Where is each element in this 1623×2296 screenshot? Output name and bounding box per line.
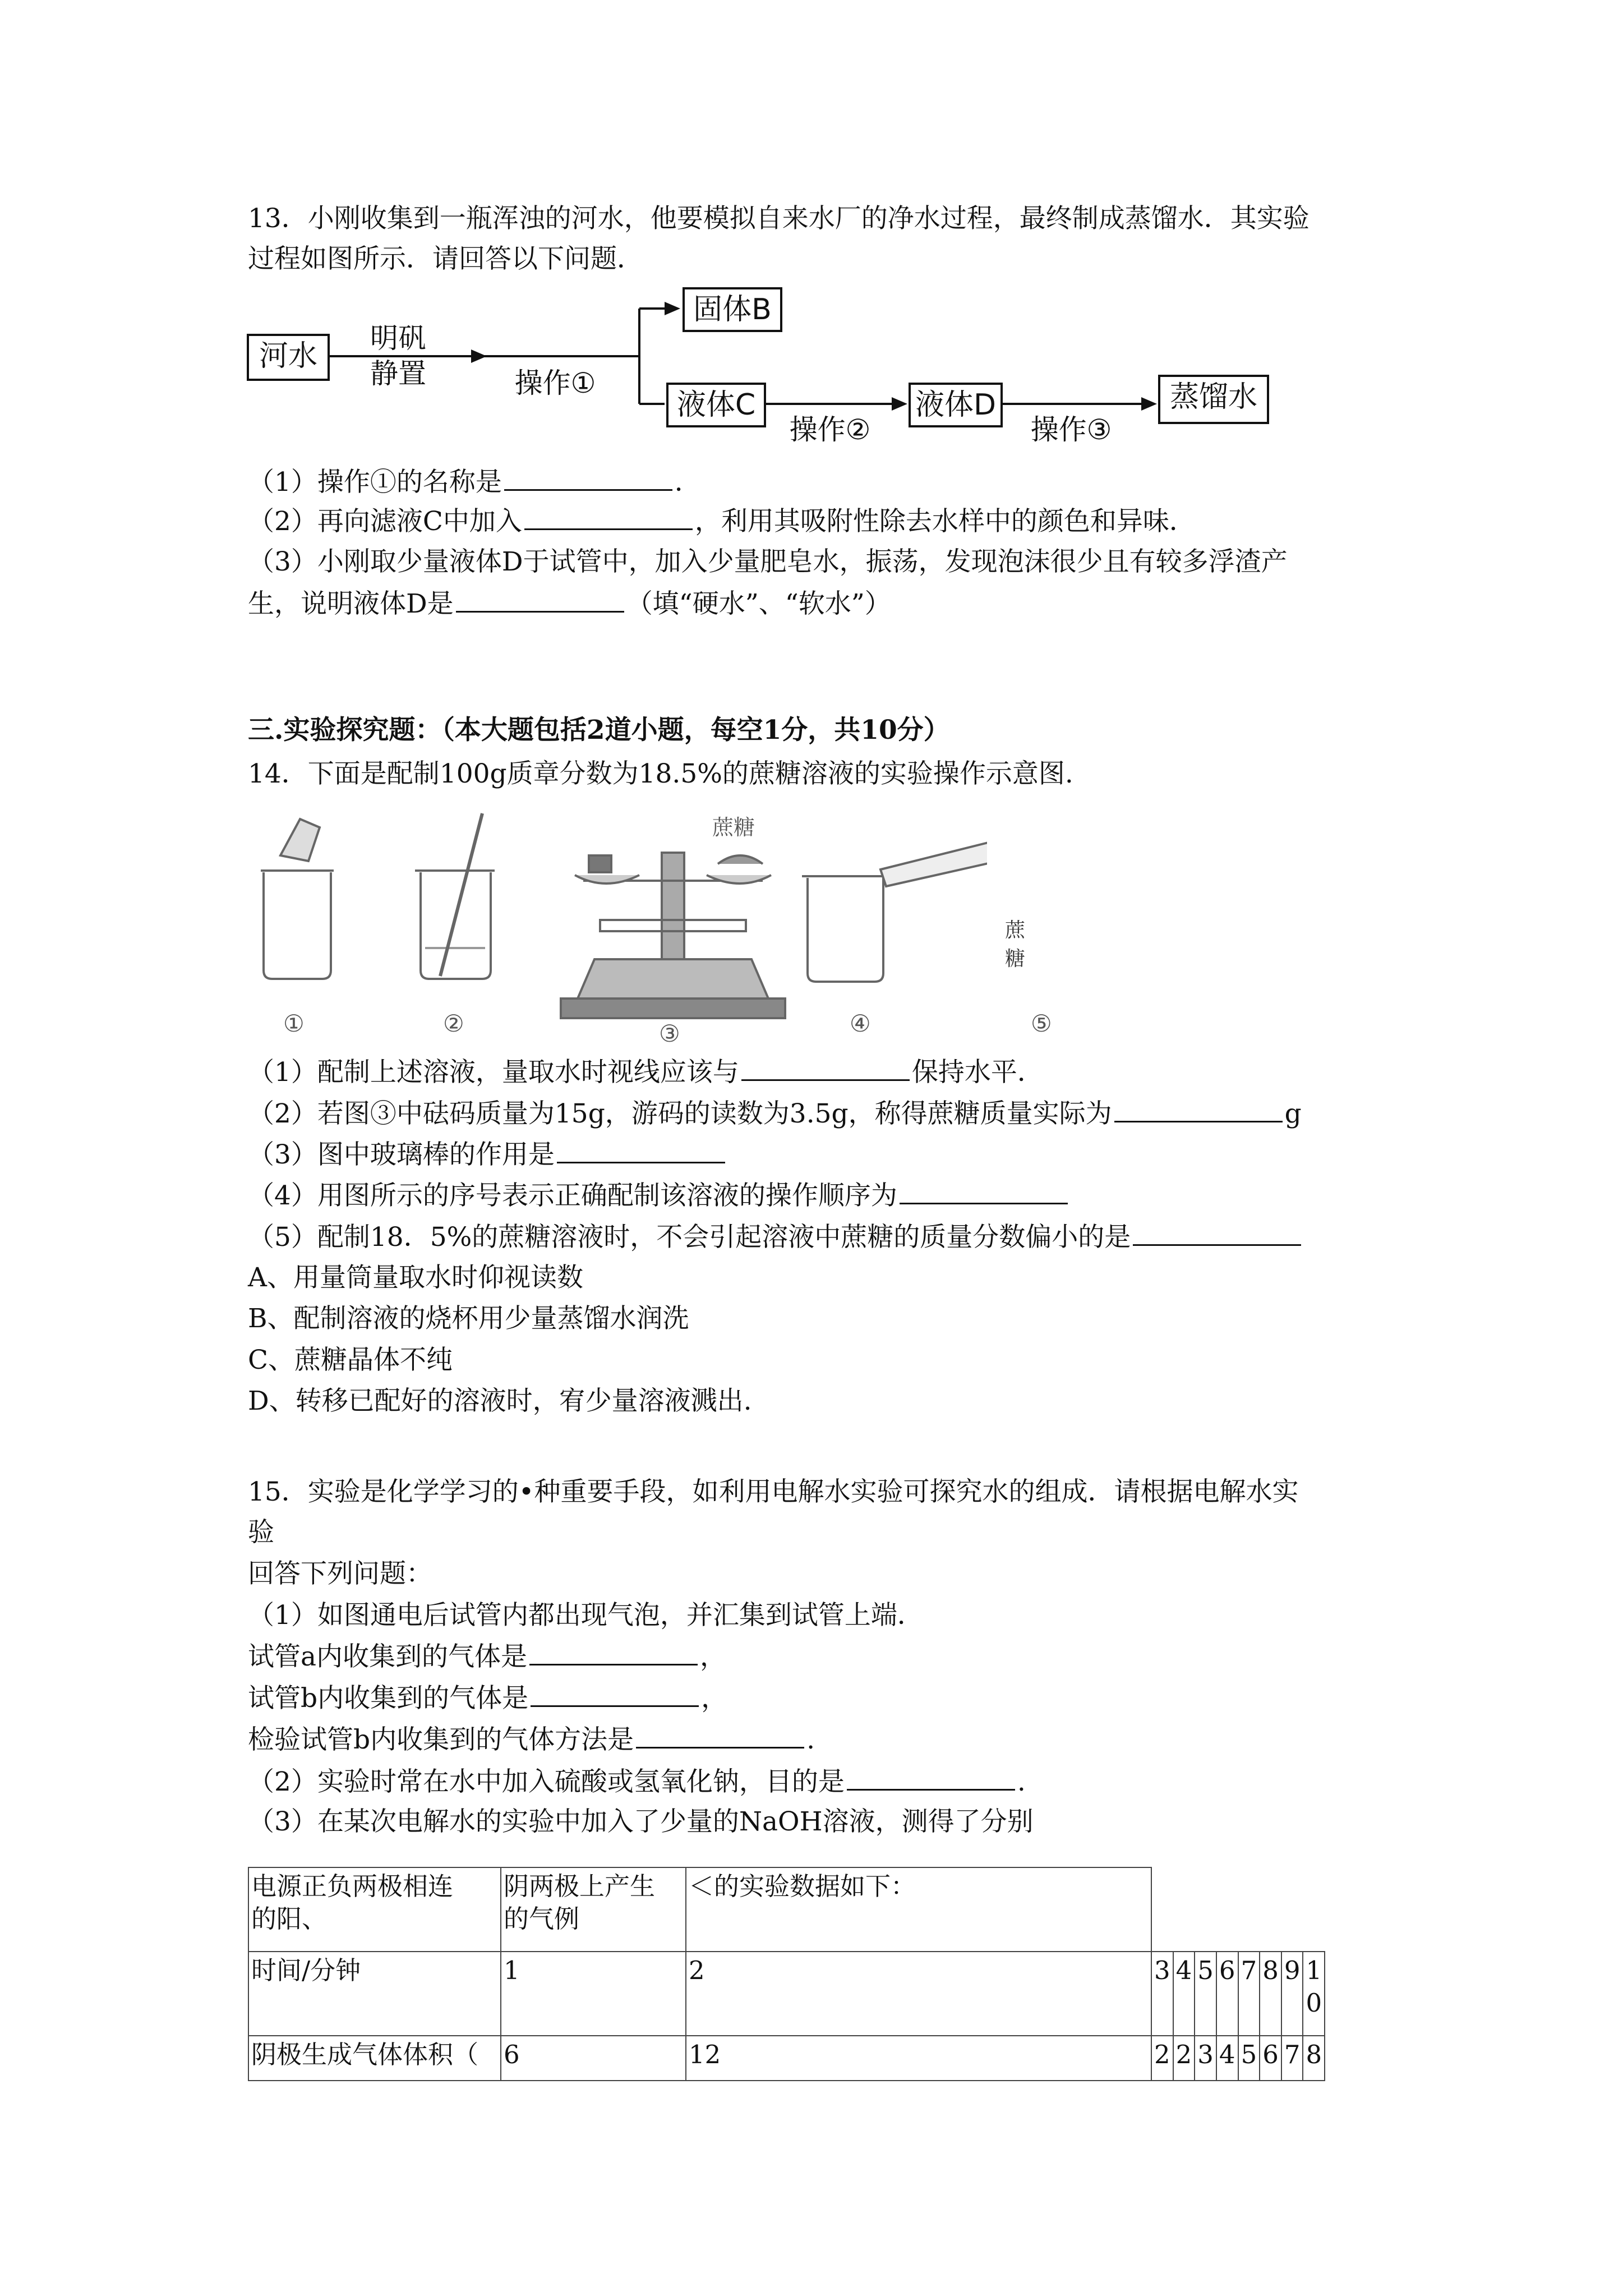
settle-label: 静置 <box>370 357 426 390</box>
table-cell: 4 <box>1216 2036 1238 2081</box>
q15-tube-b-end: ， <box>701 1683 728 1714</box>
table-header-cell <box>501 1867 686 1952</box>
q14-option-a: A、用量筒量取水时仰视读数 <box>248 1262 583 1293</box>
answer-blank[interactable] <box>1114 1096 1283 1122</box>
q14-option-b: B、配制溶液的烧杯用少量蒸馏水润洗 <box>248 1303 689 1334</box>
time-label-cell: 时间/分钟 <box>248 1952 501 2036</box>
electrolysis-data-table <box>248 1867 1325 2081</box>
q14-part2 <box>248 1096 1302 1131</box>
q13-flow-diagram <box>247 292 1256 460</box>
table-cell: 7 <box>1281 2036 1303 2081</box>
distilled-water-box: 蒸馏水 <box>1158 375 1269 424</box>
apparatus-drawing <box>247 808 987 1049</box>
answer-blank[interactable] <box>741 1055 910 1081</box>
q14-part3-text: （3）图中玻璃棒的作用是 <box>248 1139 555 1170</box>
q13-part3-line1: （3）小刚取少量液体D于试管中，加入少量肥皂水，振荡，发现泡沫很少且有较多浮渣产 <box>248 546 1288 577</box>
table-cell: 5 <box>1238 2036 1260 2081</box>
liquid-d-box: 液体D <box>909 383 1003 427</box>
river-water-box: 河水 <box>247 334 330 381</box>
q14-option-d: D、转移已配好的溶液时，宥少量溶液溅出. <box>248 1386 752 1416</box>
q13-part3-text: 生，说明液体D是 <box>248 588 454 619</box>
q13-part1-text: （1）操作①的名称是 <box>248 467 502 498</box>
answer-blank[interactable] <box>456 586 624 613</box>
q14-part5-text: （5）配制18．5%的蔗糖溶液时，不会引起溶液中蔗糖的质量分数偏小的是 <box>248 1222 1131 1253</box>
table-header-row <box>248 1867 1325 1952</box>
op3-label: 操作③ <box>1030 413 1112 446</box>
header-2-line1: 阴两极上产生 <box>504 1871 656 1901</box>
table-cell: 2 <box>1151 2036 1173 2081</box>
q15-tube-b <box>248 1681 727 1715</box>
q15-tube-a-text: 试管a内收集到的气体是 <box>248 1641 528 1672</box>
q13-part1 <box>248 464 701 499</box>
header-1-line2: 的阳、 <box>251 1904 328 1934</box>
table-cell: 4 <box>1173 1952 1195 2036</box>
q15-part1: （1）如图通电后试管内都出现气泡，并汇集到试管上端． <box>248 1600 924 1631</box>
balance-scale <box>561 853 785 1018</box>
q15-check-text: 检验试管b内收集到的气体方法是 <box>248 1724 634 1755</box>
section3-heading: 三.实验探究题：（本大题包括2道小题，每空1分，共10分） <box>248 715 950 746</box>
q13-part3-end: （填“硬水”、“软水”） <box>626 588 891 619</box>
op2-label: 操作② <box>789 413 871 446</box>
fig-label-5: ⑤ <box>1031 1010 1052 1037</box>
fig-label-4: ④ <box>850 1010 871 1037</box>
table-cell: 6 <box>501 2036 686 2081</box>
beaker-4 <box>808 878 883 982</box>
q13-part2-end: ，利用其吸附性除去水样中的颜色和异味． <box>694 506 1196 537</box>
table-header-cell: ＜的实验数据如下： <box>686 1867 1151 1952</box>
q13-stem-line2: 过程如图所示．请回答以下问题． <box>248 243 643 274</box>
header-2-line2: 的气例 <box>504 1904 580 1934</box>
answer-blank[interactable] <box>531 1681 699 1707</box>
solid-b-box: 固体B <box>683 287 782 332</box>
table-cell: 3 <box>1151 1952 1173 2036</box>
q15-tube-a <box>248 1639 726 1674</box>
answer-blank[interactable] <box>1133 1220 1301 1246</box>
q15-stem-line2: 验 <box>248 1517 274 1548</box>
beaker-2 <box>421 872 491 979</box>
sugar-label-jar: 蔗糖 <box>1005 919 1026 970</box>
q13-part1-end: ． <box>674 467 701 498</box>
table-header-cell <box>248 1867 501 1952</box>
table-row <box>248 2036 1325 2081</box>
table-cell: 5 <box>1195 1952 1216 2036</box>
table-cell: 10 <box>1303 1952 1325 2036</box>
table-cell: 8 <box>1303 2036 1325 2081</box>
table-cell: 3 <box>1195 2036 1216 2081</box>
q13-part3-line2 <box>248 586 891 621</box>
answer-blank[interactable] <box>557 1137 725 1163</box>
fig-label-1: ① <box>283 1010 305 1037</box>
q15-part2-text: （2）实验时常在水中加入硫酸或氢氧化钠，目的是 <box>248 1766 845 1797</box>
op1-label: 操作① <box>514 367 596 399</box>
q15-tube-b-text: 试管b内收集到的气体是 <box>248 1683 529 1714</box>
q14-part1 <box>248 1055 1044 1089</box>
q14-option-c: C、蔗糖晶体不纯 <box>248 1345 453 1375</box>
table-cell: 8 <box>1260 1952 1281 2036</box>
table-row <box>248 1952 1325 2036</box>
q15-stem-line1: 15．实验是化学学习的•种重要手段，如利用电解水实验可探究水的组成．请根据电解水实 <box>248 1476 1299 1507</box>
q14-part5 <box>248 1220 1303 1254</box>
q13-stem-line1: 13．小刚收集到一瓶浑浊的河水，他要模拟自来水厂的净水过程，最终制成蒸馏水．其实验 <box>248 203 1310 234</box>
q14-part2-end: g <box>1284 1098 1302 1129</box>
q15-part3: （3）在某次电解水的实验中加入了少量的NaOH溶液，测得了分别 <box>248 1806 1034 1837</box>
answer-blank[interactable] <box>529 1639 698 1665</box>
q15-part2 <box>248 1764 1026 1799</box>
alum-label: 明矾 <box>370 322 426 355</box>
answer-blank[interactable] <box>524 504 693 530</box>
q14-part4-text: （4）用图所示的序号表示正确配制该溶液的操作顺序为 <box>248 1180 897 1211</box>
answer-blank[interactable] <box>504 464 672 491</box>
answer-blank[interactable] <box>847 1764 1015 1791</box>
q13-part2-text: （2）再向滤液C中加入 <box>248 506 522 537</box>
fig-label-3: ③ <box>659 1020 680 1047</box>
q14-part4 <box>248 1178 1070 1213</box>
q14-stem: 14．下面是配制100g质章分数为18.5%的蔗糖溶液的实验操作示意图. <box>248 758 1073 789</box>
header-1-line1: 电源正负两极相连 <box>251 1871 454 1901</box>
liquid-c-box: 液体C <box>666 383 766 427</box>
q13-part2 <box>248 504 1196 539</box>
q15-part2-end: . <box>1017 1766 1026 1797</box>
cathode-label-cell: 阴极生成气体体积（ <box>248 2036 501 2081</box>
q15-check <box>248 1722 815 1757</box>
beaker-1 <box>264 872 331 979</box>
q14-part3 <box>248 1137 727 1172</box>
q14-part1-text: （1）配制上述溶液，量取水时视线应该与 <box>248 1057 739 1088</box>
table-cell: 2 <box>1173 2036 1195 2081</box>
table-cell: 1 <box>501 1952 686 2036</box>
sugar-label-scale: 蔗糖 <box>712 815 755 840</box>
table-cell: 6 <box>1260 2036 1281 2081</box>
table-cell: 9 <box>1281 1952 1303 2036</box>
q15-check-end: . <box>806 1724 815 1755</box>
q14-part1-end: 保持水平． <box>911 1057 1044 1088</box>
table-cell: 2 <box>686 1952 1151 2036</box>
table-cell: 7 <box>1238 1952 1260 2036</box>
fig-label-2: ② <box>443 1010 464 1037</box>
table-cell: 6 <box>1216 1952 1238 2036</box>
q15-tube-a-end: ， <box>700 1641 727 1672</box>
q15-stem-line3: 回答下列问题： <box>248 1558 432 1589</box>
table-cell: 12 <box>686 2036 1151 2081</box>
q14-part2-text: （2）若图③中砝码质量为15g，游码的读数为3.5g，称得蔗糖质量实际为 <box>248 1098 1112 1129</box>
table-empty-cell <box>1151 1867 1325 1952</box>
answer-blank[interactable] <box>900 1178 1068 1204</box>
q14-apparatus-figure <box>247 808 1052 1049</box>
answer-blank[interactable] <box>636 1722 804 1749</box>
